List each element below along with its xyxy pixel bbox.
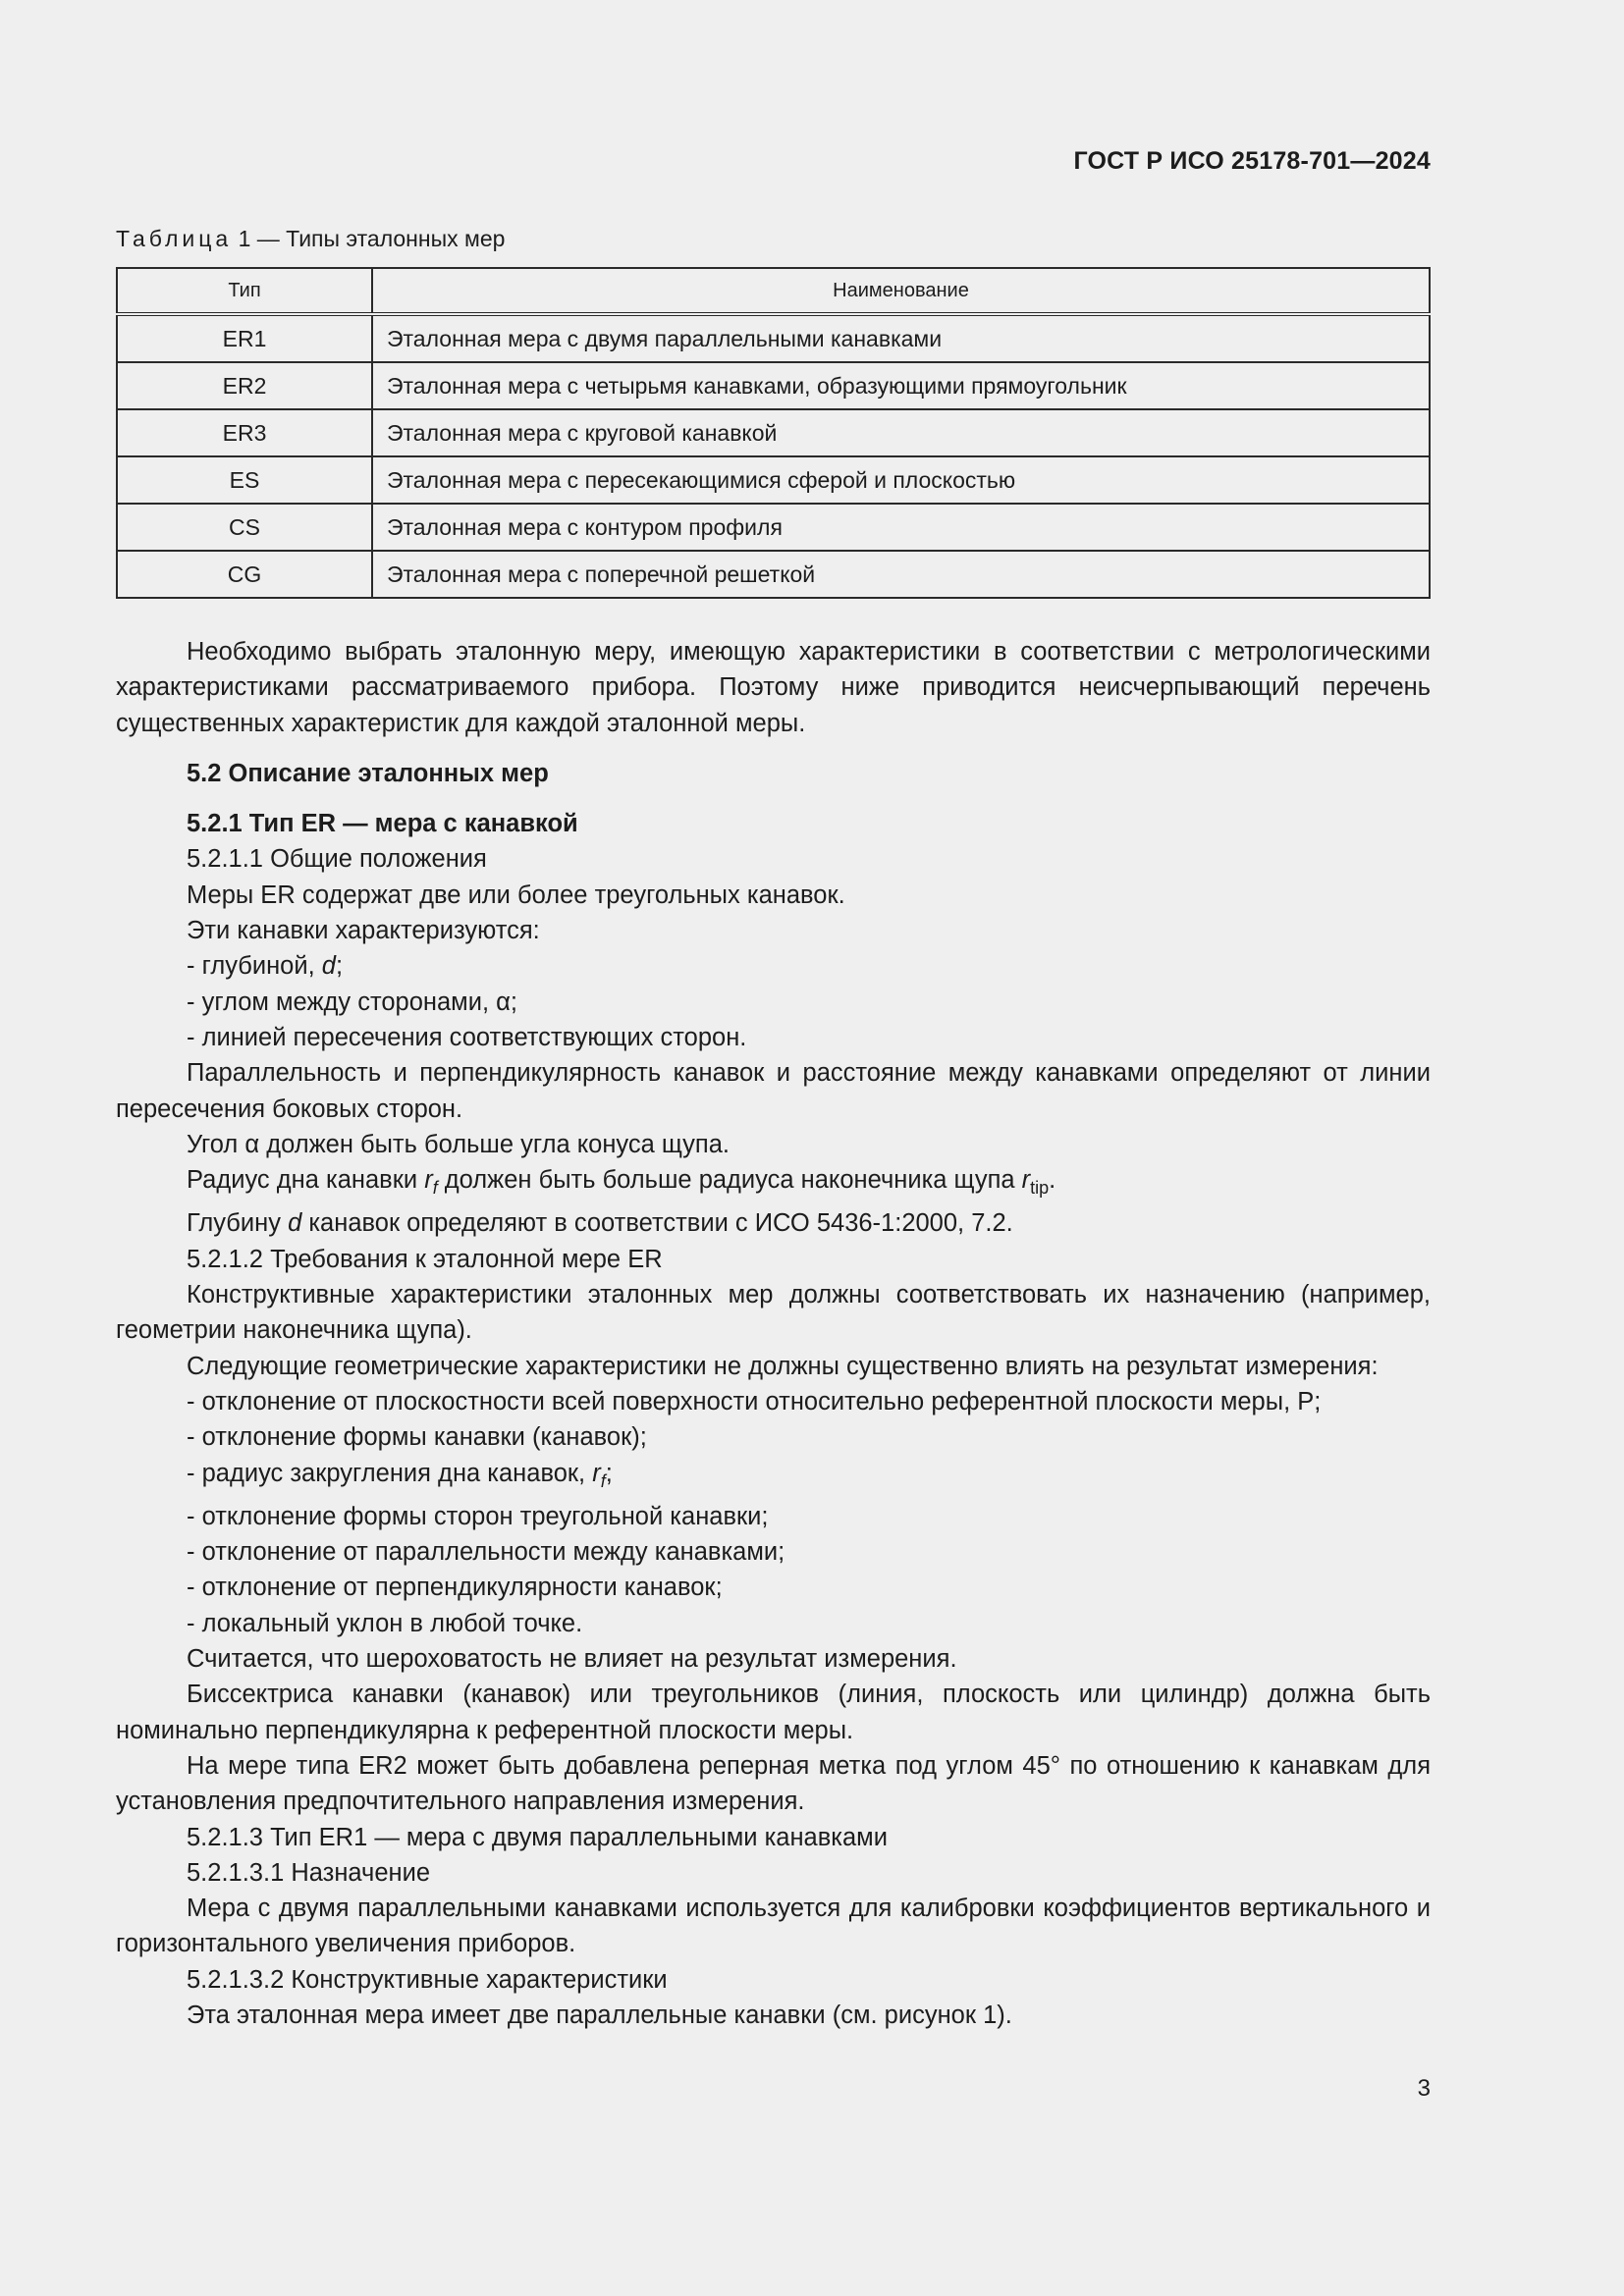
table-caption-title: 1 — Типы эталонных мер [232, 226, 506, 251]
table-row [117, 456, 1430, 504]
list-item: - локальный уклон в любой точке. [187, 1609, 583, 1637]
variable-r: r [424, 1166, 433, 1195]
cell-name: Эталонная мера с круговой канавкой [372, 409, 1430, 456]
paragraph-text: должен быть больше радиуса наконечника щупа [437, 1166, 1022, 1195]
list-item [116, 1456, 1431, 1499]
cell-name: Эталонная мера с контуром профиля [372, 504, 1430, 551]
table-row [117, 314, 1430, 362]
list-item-text: - глубиной, [187, 952, 322, 981]
list-item: - отклонение формы сторон треугольной канавки; [187, 1502, 769, 1530]
paragraph: Конструктивные характеристики эталонных мер должны соответствовать их назначению (например, геометрии наконечника щупа). [116, 1281, 1431, 1345]
paragraph: Эти канавки характеризуются: [187, 917, 540, 945]
variable-r: r [1021, 1166, 1031, 1195]
paragraph: Эта эталонная мера имеет две параллельные канавки (см. рисунок 1). [187, 2001, 1012, 2029]
reference-measures-table [116, 267, 1431, 599]
table-caption-word: Таблица [116, 226, 233, 251]
paragraph [116, 1205, 1431, 1241]
cell-type: ER1 [117, 314, 372, 362]
list-item-text: - радиус закругления дна канавок, [187, 1459, 593, 1487]
subscript-f: f [432, 1178, 438, 1199]
cell-name: Эталонная мера с четырьмя канавками, образующими прямоугольник [372, 362, 1430, 409]
paragraph: Считается, что шероховатость не влияет на результат измерения. [187, 1645, 957, 1674]
list-item: - углом между сторонами, α; [187, 988, 517, 1016]
cell-name: Эталонная мера с поперечной решеткой [372, 551, 1430, 598]
cell-type: CG [117, 551, 372, 598]
subsection-5-2-1-3-2: 5.2.1.3.2 Конструктивные характеристики [187, 1965, 668, 1994]
list-item: - отклонение от плоскостности всей поверхности относительно референтной плоскости меры, P; [187, 1387, 1322, 1415]
subsection-5-2-1-1: 5.2.1.1 Общие положения [187, 845, 487, 874]
paragraph: Биссектриса канавки (канавок) или треугольников (линия, плоскость или цилиндр) должна быть номинально перпендикулярна к референтной плоскости меры. [116, 1681, 1431, 1744]
cell-type: CS [117, 504, 372, 551]
list-item [116, 948, 1431, 984]
subsection-5-2-1-3-1: 5.2.1.3.1 Назначение [187, 1858, 431, 1887]
cell-type: ER3 [117, 409, 372, 456]
variable-d: d [321, 952, 336, 981]
subsection-5-2-1-2: 5.2.1.2 Требования к эталонной мере ER [187, 1245, 663, 1273]
list-item: - отклонение формы канавки (канавок); [187, 1423, 647, 1452]
cell-type: ER2 [117, 362, 372, 409]
subscript-f: f [600, 1470, 606, 1491]
paragraph-text: . [1049, 1166, 1056, 1195]
paragraph-text: Глубину [187, 1209, 289, 1238]
list-item-text: ; [335, 952, 344, 981]
paragraph: На мере типа ER2 может быть добавлена реперная метка под углом 45° по отношению к канавкам для установления предпочтительного направления измерения. [116, 1751, 1431, 1816]
paragraph: Угол α должен быть больше угла конуса щупа. [187, 1130, 731, 1158]
paragraph: Мера с двумя параллельными канавками используется для калибровки коэффициентов вертикального и горизонтального увеличения приборов. [116, 1895, 1431, 1958]
variable-r: r [592, 1459, 601, 1487]
list-item-text: ; [605, 1459, 613, 1487]
paragraph-text: канавок определяют в соответствии с ИСО 5436-1:2000, 7.2. [301, 1209, 1013, 1238]
table-caption [116, 226, 505, 252]
column-header-name: Наименование [372, 268, 1430, 314]
list-item: - отклонение от параллельности между канавками; [187, 1538, 785, 1567]
document-body [116, 634, 1431, 2033]
table-header-row [117, 268, 1430, 314]
paragraph [116, 1162, 1431, 1205]
intro-paragraph: Необходимо выбрать эталонную меру, имеющую характеристики в соответствии с метрологическими характеристиками рассматриваемого прибора. Поэтому ниже приводится неисчерпывающий перечень существенных характеристик для каждой эталонной меры. [116, 638, 1431, 737]
section-heading-5-2-1: 5.2.1 Тип ER — мера с канавкой [187, 810, 578, 838]
table-row [117, 504, 1430, 551]
table-row [117, 551, 1430, 598]
page-number: 3 [1417, 2075, 1431, 2102]
paragraph: Параллельность и перпендикулярность канавок и расстояние между канавками определяют от линии пересечения боковых сторон. [116, 1059, 1431, 1123]
table-row [117, 409, 1430, 456]
column-header-type: Тип [117, 268, 372, 314]
paragraph: Следующие геометрические характеристики не должны существенно влиять на результат измерения: [187, 1352, 1379, 1380]
section-heading-5-2: 5.2 Описание эталонных мер [187, 759, 549, 787]
paragraph-text: Радиус дна канавки [187, 1166, 425, 1195]
subscript-tip: tip [1030, 1178, 1050, 1199]
list-item: - линией пересечения соответствующих сторон. [187, 1023, 747, 1051]
table-row [117, 362, 1430, 409]
cell-name: Эталонная мера с двумя параллельными канавками [372, 314, 1430, 362]
document-code-header: ГОСТ Р ИСО 25178-701—2024 [1073, 147, 1431, 175]
cell-type: ES [117, 456, 372, 504]
paragraph: Меры ER содержат две или более треугольных канавок. [187, 881, 845, 909]
cell-name: Эталонная мера с пересекающимися сферой и плоскостью [372, 456, 1430, 504]
variable-d: d [288, 1209, 302, 1238]
list-item: - отклонение от перпендикулярности канавок; [187, 1574, 723, 1602]
subsection-5-2-1-3: 5.2.1.3 Тип ER1 — мера с двумя параллельными канавками [187, 1823, 888, 1851]
